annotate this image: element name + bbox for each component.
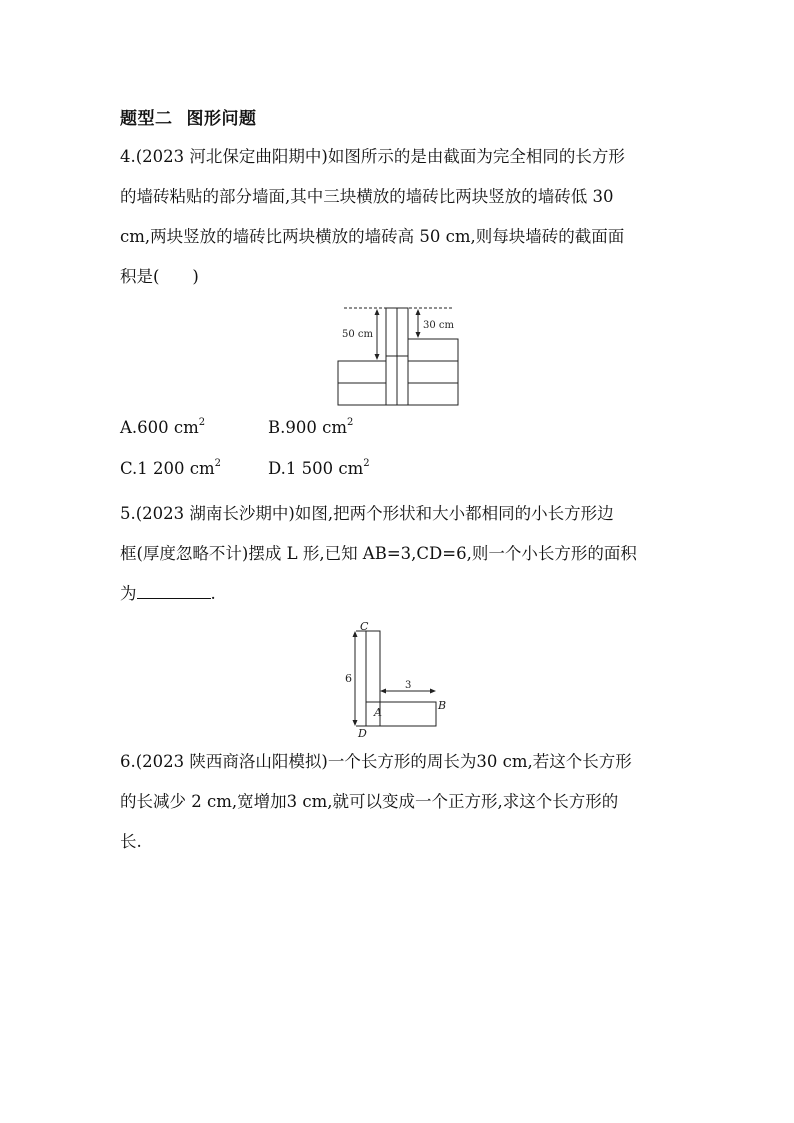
right-middle-tile: [408, 361, 458, 383]
question-6-text: [120, 742, 680, 862]
section-heading: [120, 104, 257, 129]
left-top-tile: [338, 361, 386, 383]
answer-blank[interactable]: [137, 582, 211, 599]
label-B: B: [438, 699, 447, 712]
label-30cm: 30 cm: [423, 320, 454, 331]
q5-line-last: 为 .: [120, 584, 216, 603]
q4-line: 积是( ): [120, 267, 199, 286]
label-50cm: 50 cm: [342, 329, 373, 340]
option-c[interactable]: C.1 200 $cm^2$: [120, 457, 222, 478]
q5-line: 5.(2023 湖南长沙期中)如图,把两个形状和大小都相同的小长方形边: [120, 504, 614, 523]
q5-line: 框(厚度忽略不计)摆成 L 形,已知 AB=3,CD=6,则一个小长方形的面积: [120, 544, 637, 563]
label-C: C: [360, 620, 369, 633]
label-6: 6: [345, 672, 352, 685]
section-number: 题型二: [120, 109, 173, 129]
label-A: A: [374, 706, 382, 719]
option-d[interactable]: D.1 500 $cm^2$: [268, 457, 370, 478]
question-4-text: [120, 137, 680, 297]
q6-line: 6.(2023 陕西商洛山阳模拟)一个长方形的周长为30 cm,若这个长方形: [120, 752, 632, 771]
q4-line: 的墙砖粘贴的部分墙面,其中三块横放的墙砖比两块竖放的墙砖低 30: [120, 187, 614, 206]
option-a[interactable]: A.600 $cm^2$: [120, 416, 206, 437]
label-3: 3: [405, 680, 412, 691]
section-title: 图形问题: [186, 109, 257, 129]
right-upper-tile: [408, 339, 458, 361]
l-shape-figure: [340, 620, 460, 740]
right-bottom-tile: [408, 383, 458, 405]
option-b[interactable]: B.900 $cm^2$: [268, 416, 354, 437]
q6-line: 长.: [120, 832, 142, 851]
wall-tile-figure: [330, 300, 470, 410]
question-5-text: [120, 494, 680, 614]
left-bottom-tile: [338, 383, 386, 405]
q4-line: cm,两块竖放的墙砖比两块横放的墙砖高 50 cm,则每块墙砖的截面面: [120, 227, 625, 246]
q6-line: 的长减少 2 cm,宽增加3 cm,就可以变成一个正方形,求这个长方形的: [120, 792, 619, 811]
q4-line: 4.(2023 河北保定曲阳期中)如图所示的是由截面为完全相同的长方形: [120, 147, 625, 166]
label-D: D: [358, 727, 367, 740]
